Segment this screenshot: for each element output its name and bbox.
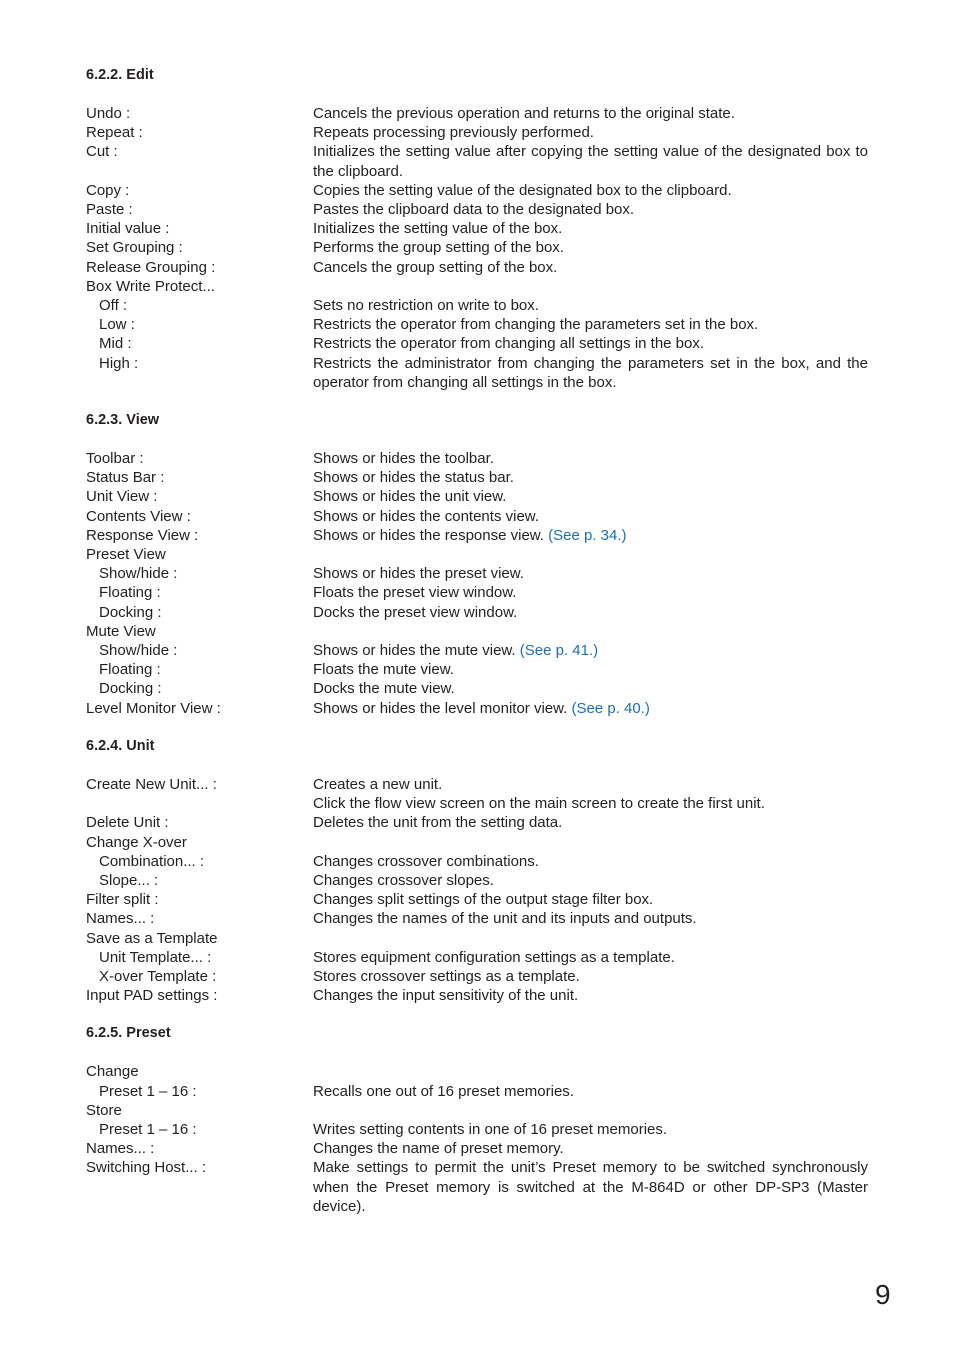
menu-term: Save as a Template [86, 929, 218, 947]
menu-term: Toolbar : [86, 450, 144, 468]
menu-subterm: Off : [99, 297, 128, 315]
menu-row-save-as-template [86, 929, 868, 948]
section-edit [86, 66, 868, 392]
menu-description: Changes crossover combinations. [313, 852, 539, 870]
menu-term: Cut : [86, 143, 118, 161]
page-number: 9 [875, 1279, 891, 1310]
menu-term: Store [86, 1101, 122, 1119]
menu-term: Status Bar : [86, 469, 165, 487]
menu-description: Shows or hides the status bar. [313, 469, 514, 487]
menu-term: Create New Unit... : [86, 775, 217, 793]
menu-row-box-write-protect [86, 277, 868, 296]
menu-subterm: Unit Template... : [99, 948, 212, 966]
menu-subterm: High : [99, 354, 139, 372]
menu-description [313, 1101, 868, 1120]
menu-row-release-grouping [86, 258, 868, 277]
menu-description [313, 833, 868, 852]
manual-page [86, 66, 868, 1235]
menu-description: Floats the mute view. [313, 661, 454, 679]
menu-row-level-monitor-view [86, 699, 868, 718]
menu-description: Sets no restriction on write to box. [313, 297, 539, 315]
menu-row-off [86, 296, 868, 315]
menu-description [313, 1062, 868, 1081]
menu-description: Floats the preset view window. [313, 584, 517, 602]
menu-subterm: Low : [99, 316, 135, 334]
menu-term: Repeat : [86, 124, 143, 142]
page-reference-link[interactable]: (See p. 41.) [519, 642, 599, 660]
menu-term: Delete Unit : [86, 814, 169, 832]
menu-description: Initializes the setting value of the box. [313, 220, 563, 238]
menu-description [313, 775, 868, 813]
menu-description [313, 277, 868, 296]
menu-subterm: X-over Template : [99, 967, 217, 985]
page-reference-link[interactable]: (See p. 40.) [571, 699, 650, 717]
section-heading: 6.2.3. View [86, 412, 160, 429]
description-text: Click the flow view screen on the main screen to create the first unit. [313, 795, 765, 813]
menu-row-initial-value [86, 219, 868, 238]
description-text: Shows or hides the level monitor view. [313, 699, 568, 717]
menu-row-preset-view [86, 545, 868, 564]
menu-row-repeat [86, 123, 868, 142]
menu-term: Change X-over [86, 833, 187, 851]
menu-subterm: Slope... : [99, 871, 159, 889]
menu-description: Docks the mute view. [313, 680, 455, 698]
menu-description: Changes the input sensitivity of the unit. [313, 987, 579, 1005]
menu-row-slope [86, 871, 868, 890]
menu-term: Contents View : [86, 507, 191, 525]
section-heading: 6.2.5. Preset [86, 1025, 171, 1042]
menu-row-response-view [86, 526, 868, 545]
section-preset [86, 1024, 868, 1216]
menu-description: Cancels the previous operation and returns to the original state. [313, 105, 735, 122]
menu-row-mute-floating [86, 660, 868, 679]
menu-row-create-new-unit [86, 775, 868, 813]
menu-term: Level Monitor View : [86, 699, 221, 717]
page-reference-link[interactable]: (See p. 34.) [548, 526, 627, 544]
menu-description: Recalls one out of 16 preset memories. [313, 1082, 574, 1100]
menu-row-paste [86, 200, 868, 219]
menu-row-unit-template [86, 948, 868, 967]
menu-row-unit-view [86, 487, 868, 506]
menu-row-high [86, 354, 868, 392]
menu-row-toolbar [86, 449, 868, 468]
menu-row-store [86, 1101, 868, 1120]
menu-term: Names... : [86, 1140, 155, 1158]
menu-description: Changes crossover slopes. [313, 871, 494, 889]
menu-row-input-pad-settings [86, 986, 868, 1005]
description-text: Shows or hides the response view. [313, 526, 544, 544]
menu-term: Input PAD settings : [86, 987, 218, 1005]
menu-row-change-preset [86, 1082, 868, 1101]
section-view [86, 411, 868, 718]
menu-term: Preset View [86, 546, 166, 564]
menu-subterm: Preset 1 – 16 : [99, 1082, 197, 1100]
menu-term: Undo : [86, 105, 131, 122]
menu-description: Shows or hides the unit view. [313, 488, 507, 506]
menu-description [313, 622, 868, 641]
menu-term: Release Grouping : [86, 258, 216, 276]
menu-description: Pastes the clipboard data to the designated box. [313, 201, 635, 219]
menu-row-preset-names [86, 1139, 868, 1158]
menu-description: Shows or hides the preset view. [313, 565, 524, 583]
menu-row-mute-show-hide [86, 641, 868, 660]
menu-term: Paste : [86, 201, 133, 219]
menu-term: Initial value : [86, 220, 170, 238]
menu-term: Change [86, 1063, 139, 1081]
menu-term: Box Write Protect... [86, 277, 215, 295]
menu-subterm: Show/hide : [99, 642, 178, 660]
menu-description: Shows or hides the toolbar. [313, 450, 494, 468]
menu-row-change [86, 1062, 868, 1081]
menu-subterm: Docking : [99, 603, 162, 621]
menu-row-set-grouping [86, 238, 868, 257]
menu-subterm: Floating : [99, 661, 161, 679]
menu-term: Unit View : [86, 488, 158, 506]
description-text: Creates a new unit. [313, 775, 443, 793]
menu-description [313, 641, 868, 660]
menu-subterm: Mid : [99, 335, 132, 353]
menu-row-change-x-over [86, 833, 868, 852]
menu-description: Stores crossover settings as a template. [313, 967, 580, 985]
menu-description: Shows or hides the contents view. [313, 507, 539, 525]
menu-row-store-preset [86, 1120, 868, 1139]
section-unit [86, 737, 868, 1005]
menu-subterm: Combination... : [99, 852, 205, 870]
menu-row-cut [86, 142, 868, 180]
menu-description [313, 929, 868, 948]
menu-description: Repeats processing previously performed. [313, 124, 594, 142]
description-text: Shows or hides the mute view. [313, 642, 516, 660]
menu-term: Switching Host... : [86, 1159, 207, 1177]
menu-description: Changes the names of the unit and its inputs and outputs. [313, 910, 697, 928]
menu-term: Filter split : [86, 891, 159, 909]
menu-description [313, 545, 868, 564]
menu-row-preset-docking [86, 603, 868, 622]
section-heading: 6.2.2. Edit [86, 67, 154, 83]
menu-row-switching-host [86, 1158, 868, 1216]
menu-row-contents-view [86, 507, 868, 526]
menu-row-mid [86, 334, 868, 353]
menu-row-undo [86, 104, 868, 123]
menu-description: Writes setting contents in one of 16 preset memories. [313, 1120, 668, 1138]
menu-description: Changes the name of preset memory. [313, 1140, 564, 1158]
menu-description [313, 526, 868, 545]
menu-row-mute-docking [86, 679, 868, 698]
menu-row-mute-view [86, 622, 868, 641]
menu-description: Changes split settings of the output stage filter box. [313, 891, 654, 909]
menu-row-preset-floating [86, 583, 868, 602]
menu-description: Stores equipment configuration settings as a template. [313, 948, 675, 966]
menu-term: Response View : [86, 526, 199, 544]
menu-subterm: Docking : [99, 680, 162, 698]
menu-description: Restricts the operator from changing all settings in the box. [313, 335, 705, 353]
menu-description [313, 699, 868, 718]
menu-description: Copies the setting value of the designated box to the clipboard. [313, 181, 732, 199]
menu-row-combination [86, 852, 868, 871]
menu-term: Set Grouping : [86, 239, 183, 257]
menu-row-preset-show-hide [86, 564, 868, 583]
menu-row-x-over-template [86, 967, 868, 986]
menu-row-filter-split [86, 890, 868, 909]
menu-description: Performs the group setting of the box. [313, 239, 564, 257]
menu-subterm: Show/hide : [99, 565, 178, 583]
menu-row-low [86, 315, 868, 334]
menu-description: Make settings to permit the unit’s Preset memory to be switched synchronously when the Preset memory is switched at the M-864D or other DP-SP3 (Master device). [313, 1159, 868, 1215]
menu-row-copy [86, 181, 868, 200]
menu-description: Deletes the unit from the setting data. [313, 814, 563, 832]
menu-term: Names... : [86, 910, 155, 928]
menu-term: Mute View [86, 622, 156, 640]
menu-description: Initializes the setting value after copying the setting value of the designated box to the clipboard. [313, 143, 868, 180]
menu-subterm: Preset 1 – 16 : [99, 1120, 197, 1138]
menu-description: Restricts the operator from changing the parameters set in the box. [313, 316, 759, 334]
menu-row-status-bar [86, 468, 868, 487]
menu-description: Docks the preset view window. [313, 603, 518, 621]
menu-description: Restricts the administrator from changing the parameters set in the box, and the operator from changing all settings in the box. [313, 354, 868, 391]
menu-term: Copy : [86, 181, 130, 199]
menu-row-delete-unit [86, 813, 868, 832]
menu-description: Cancels the group setting of the box. [313, 258, 558, 276]
section-heading: 6.2.4. Unit [86, 737, 155, 754]
menu-row-unit-names [86, 909, 868, 928]
menu-subterm: Floating : [99, 584, 161, 602]
